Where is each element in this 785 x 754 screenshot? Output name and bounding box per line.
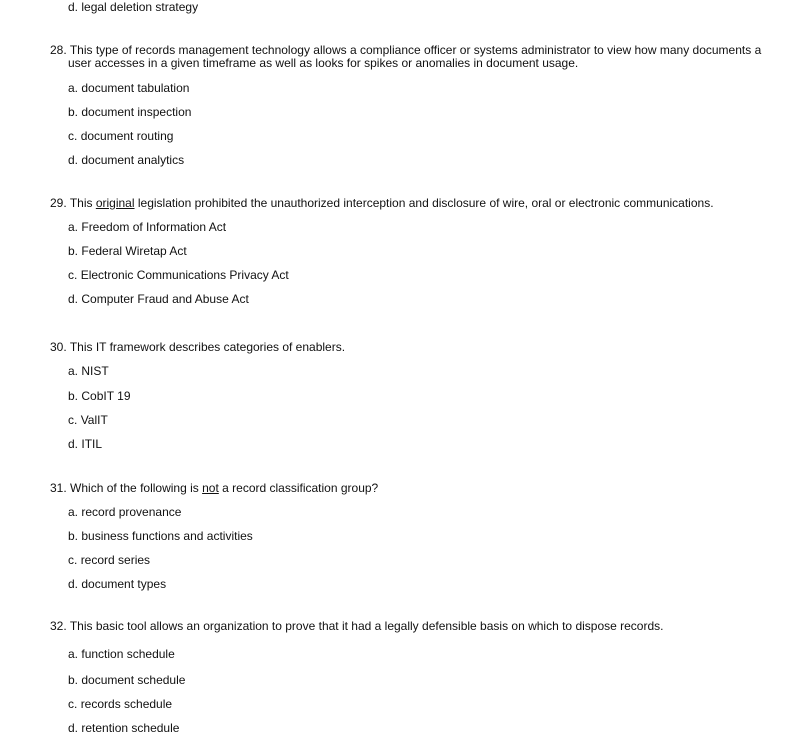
- option-text: record provenance: [81, 505, 182, 519]
- option-letter: a.: [68, 220, 79, 234]
- option-letter: d.: [68, 153, 79, 167]
- option-letter: b.: [68, 529, 79, 543]
- q32-option-a: [68, 647, 175, 661]
- q30-question: [50, 340, 345, 354]
- q29-option-c: [68, 268, 289, 282]
- question-text-underlined: original: [95, 196, 135, 210]
- question-text-after: a record classification group?: [222, 481, 379, 495]
- option-text: document inspection: [81, 105, 192, 119]
- option-text: records schedule: [80, 697, 173, 711]
- q30-option-d: [68, 437, 102, 451]
- q31-option-c: [68, 553, 150, 567]
- option-letter: c.: [68, 129, 78, 143]
- option-letter: b.: [68, 673, 79, 687]
- option-text: document routing: [80, 129, 174, 143]
- question-text-before: Which of the following is: [70, 481, 199, 495]
- q29-option-d: [68, 292, 249, 306]
- option-text: NIST: [81, 364, 109, 378]
- option-text: document types: [81, 577, 167, 591]
- option-letter: b.: [68, 244, 79, 258]
- q31-option-d: [68, 577, 166, 591]
- option-text: record series: [80, 553, 151, 567]
- option-letter: a.: [68, 81, 79, 95]
- question-text-before: This: [69, 196, 93, 210]
- option-letter: c.: [68, 553, 78, 567]
- option-letter: a.: [68, 505, 79, 519]
- q28-option-c: [68, 129, 173, 143]
- option-letter: a.: [68, 647, 79, 661]
- question-number: 28.: [50, 43, 67, 57]
- question-number: 31.: [50, 481, 67, 495]
- option-text: legal deletion strategy: [81, 0, 199, 14]
- option-letter: d.: [68, 721, 79, 735]
- option-text: CobIT 19: [81, 389, 131, 403]
- question-number: 29.: [50, 196, 67, 210]
- option-letter: b.: [68, 105, 79, 119]
- option-letter: c.: [68, 268, 78, 282]
- question-text: This IT framework describes categories of enablers.: [69, 340, 346, 354]
- q28-option-b: [68, 105, 191, 119]
- option-text: business functions and activities: [81, 529, 253, 543]
- option-text: document analytics: [81, 153, 185, 167]
- question-text-cont: user accesses in a given timeframe as well as looks for spikes or anomalies in document usage.: [68, 56, 579, 70]
- option-text: function schedule: [81, 647, 175, 661]
- option-text: ITIL: [81, 437, 103, 451]
- question-number: 30.: [50, 340, 67, 354]
- q32-question: [50, 619, 663, 633]
- question-text: This type of records management technology allows a compliance officer or systems administrator to view how many documents a: [69, 43, 762, 57]
- option-text: Federal Wiretap Act: [81, 244, 187, 258]
- q30-option-b: [68, 389, 131, 403]
- option-text: Computer Fraud and Abuse Act: [81, 292, 249, 306]
- option-text: document schedule: [81, 673, 186, 687]
- option-letter: c.: [68, 697, 78, 711]
- question-text: This basic tool allows an organization to prove that it had a legally defensible basis on which to dispose records.: [69, 619, 664, 633]
- q28-question-line2: [68, 56, 578, 70]
- q32-option-d: [68, 721, 179, 735]
- option-text: retention schedule: [81, 721, 180, 735]
- q29-option-b: [68, 244, 187, 258]
- question-text-after: legislation prohibited the unauthorized interception and disclosure of wire, oral or electronic communications.: [137, 196, 714, 210]
- option-letter: a.: [68, 364, 79, 378]
- q28-question-line1: [50, 43, 761, 57]
- option-text: document tabulation: [81, 81, 190, 95]
- option-letter: c.: [68, 413, 78, 427]
- q27-option-d: [68, 0, 198, 14]
- question-text-underlined: not: [202, 481, 219, 495]
- q32-option-b: [68, 673, 185, 687]
- q29-question: [50, 196, 714, 210]
- q31-question: [50, 481, 378, 495]
- option-letter: d.: [68, 0, 79, 14]
- q32-option-c: [68, 697, 172, 711]
- option-text: ValIT: [80, 413, 108, 427]
- q30-option-a: [68, 364, 109, 378]
- q29-option-a: [68, 220, 226, 234]
- q31-option-b: [68, 529, 253, 543]
- option-text: Electronic Communications Privacy Act: [80, 268, 289, 282]
- option-letter: d.: [68, 292, 79, 306]
- question-number: 32.: [50, 619, 67, 633]
- q28-option-d: [68, 153, 184, 167]
- option-letter: d.: [68, 577, 79, 591]
- q30-option-c: [68, 413, 108, 427]
- option-letter: b.: [68, 389, 79, 403]
- q28-option-a: [68, 81, 189, 95]
- option-text: Freedom of Information Act: [81, 220, 227, 234]
- q31-option-a: [68, 505, 181, 519]
- option-letter: d.: [68, 437, 79, 451]
